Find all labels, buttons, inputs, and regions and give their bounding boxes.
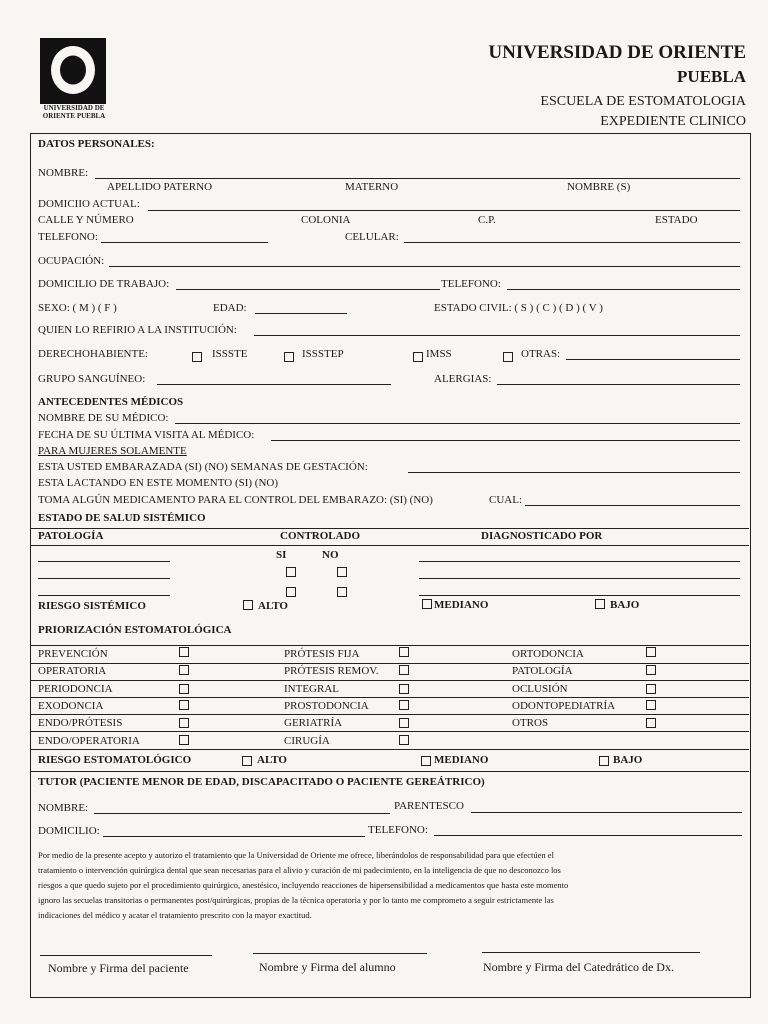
checkbox-ortodoncia[interactable] xyxy=(646,647,656,657)
prio-patologia: PATOLOGÍA xyxy=(512,665,573,677)
field-diagnosticado-3[interactable] xyxy=(419,595,740,596)
field-grupo-sanguineo[interactable] xyxy=(157,384,391,385)
row-divider xyxy=(30,697,749,698)
field-telefono[interactable] xyxy=(101,242,268,243)
divider xyxy=(30,645,749,646)
prio-oclusion: OCLUSIÓN xyxy=(512,683,568,695)
row-divider xyxy=(30,749,749,750)
label-alergias: ALERGIAS: xyxy=(434,373,492,385)
field-refirio[interactable] xyxy=(254,335,740,336)
label-grupo-sanguineo: GRUPO SANGUÍNEO: xyxy=(38,373,146,385)
checkbox-estomat-mediano[interactable] xyxy=(421,756,431,766)
prio-prostodoncia: PROSTODONCIA xyxy=(284,700,369,712)
header-diagnosticado: DIAGNOSTICADO POR xyxy=(481,530,603,542)
university-name: UNIVERSIDAD DE ORIENTE xyxy=(488,42,746,63)
signature-paciente: Nombre y Firma del paciente xyxy=(48,961,189,975)
label-imss: IMSS xyxy=(426,348,452,360)
label-estomat-bajo: BAJO xyxy=(613,754,643,766)
label-derechohabiente: DERECHOHABIENTE: xyxy=(38,348,148,360)
prio-ortodoncia: ORTODONCIA xyxy=(512,648,584,660)
prio-periodoncia: PERIODONCIA xyxy=(38,683,113,695)
label-telefono: TELEFONO: xyxy=(38,231,98,243)
field-tutor-domicilio[interactable] xyxy=(103,836,365,837)
divider xyxy=(30,528,749,529)
row-divider xyxy=(30,680,749,681)
prio-endo-protesis: ENDO/PRÓTESIS xyxy=(38,717,123,729)
checkbox-operatoria[interactable] xyxy=(179,665,189,675)
field-ocupacion[interactable] xyxy=(109,266,740,267)
checkbox-controlado-si-2[interactable] xyxy=(286,587,296,597)
label-nombre: NOMBRE: xyxy=(38,167,89,179)
label-medicamento[interactable]: TOMA ALGÚN MEDICAMENTO PARA EL CONTROL DEL EMBARAZO: (SI) (NO) xyxy=(38,494,433,506)
field-diagnosticado-1[interactable] xyxy=(419,561,740,562)
field-tutor-nombre[interactable] xyxy=(94,813,390,814)
section-tutor: TUTOR (PACIENTE MENOR DE EDAD, DISCAPACITADO O PACIENTE GEREÁTRICO) xyxy=(38,776,485,788)
checkbox-estomat-alto[interactable] xyxy=(242,756,252,766)
checkbox-controlado-no-1[interactable] xyxy=(337,567,347,577)
section-priorizacion: PRIORIZACIÓN ESTOMATOLÓGICA xyxy=(38,624,232,636)
field-otras[interactable] xyxy=(566,359,740,360)
prio-odontopediatria: ODONTOPEDIATRÍA xyxy=(512,700,616,712)
checkbox-geriatria[interactable] xyxy=(399,718,409,728)
prio-operatoria: OPERATORIA xyxy=(38,665,107,677)
label-estomat-alto: ALTO xyxy=(257,754,287,766)
label-riesgo-estomatologico: RIESGO ESTOMATOLÓGICO xyxy=(38,754,192,766)
consent-line: tratamiento o intervención quirúrgica dental que sean necesarias para el alivio y curación de mi padecimiento, en la inteligencia de que no desconozco los xyxy=(38,865,561,875)
consent-line: riesgos a que quedo sujeto por el procedimiento quirúrgico, anestésico, incluyendo reacciones de hipersensibilidad a medicamentos que hasta este momento xyxy=(38,880,569,890)
label-medico: NOMBRE DE SU MÉDICO: xyxy=(38,412,169,424)
field-parentesco[interactable] xyxy=(471,812,742,813)
field-patologia-1[interactable] xyxy=(38,561,170,562)
label-estomat-mediano: MEDIANO xyxy=(434,754,489,766)
field-alergias[interactable] xyxy=(497,384,740,385)
checkbox-integral[interactable] xyxy=(399,684,409,694)
label-embarazada[interactable]: ESTA USTED EMBARAZADA (SI) (NO) SEMANAS DE GESTACIÓN: xyxy=(38,461,368,473)
label-parentesco: PARENTESCO xyxy=(394,800,464,812)
label-tutor-nombre: NOMBRE: xyxy=(38,802,89,814)
label-calle: CALLE Y NÚMERO xyxy=(38,214,134,226)
checkbox-otras[interactable] xyxy=(503,352,513,362)
field-tutor-telefono[interactable] xyxy=(434,835,742,836)
consent-line: ignoro las secuelas transitorias o permanentes post/quirúrgicas, propias de la técnica operatoria y por lo tanto me comprometo a seguir estrictamente las xyxy=(38,895,554,905)
label-ultima-visita: FECHA DE SU ÚLTIMA VISITA AL MÉDICO: xyxy=(38,429,255,441)
checkbox-prevencion[interactable] xyxy=(179,647,189,657)
signature-alumno: Nombre y Firma del alumno xyxy=(259,960,396,974)
label-nombres: NOMBRE (S) xyxy=(567,181,631,193)
row-divider xyxy=(30,714,749,715)
prio-prevencion: PREVENCIÓN xyxy=(38,648,108,660)
prio-protesis-fija: PRÓTESIS FIJA xyxy=(284,648,360,660)
header-no: NO xyxy=(322,549,339,561)
label-tutor-telefono: TELEFONO: xyxy=(368,824,428,836)
label-domicilio-actual: DOMICIIO ACTUAL: xyxy=(38,198,140,210)
prio-endo-operatoria: ENDO/OPERATORIA xyxy=(38,735,140,747)
logo-text: UNIVERSIDAD DE ORIENTE PUEBLA xyxy=(42,104,106,120)
prio-exodoncia: EXODONCIA xyxy=(38,700,104,712)
label-riesgo-bajo: BAJO xyxy=(610,599,640,611)
field-patologia-3[interactable] xyxy=(38,595,170,596)
label-cp: C.P. xyxy=(478,214,496,226)
header-si: SI xyxy=(276,549,287,561)
checkbox-riesgo-mediano[interactable] xyxy=(422,599,432,609)
checkbox-riesgo-alto[interactable] xyxy=(243,600,253,610)
label-riesgo-alto: ALTO xyxy=(258,600,288,612)
checkbox-protesis-remov[interactable] xyxy=(399,665,409,675)
header-controlado: CONTROLADO xyxy=(280,530,361,542)
prio-geriatria: GERIATRÍA xyxy=(284,717,343,729)
checkbox-endo-protesis[interactable] xyxy=(179,718,189,728)
label-estado-salud: ESTADO DE SALUD SISTÉMICO xyxy=(38,512,206,524)
section-antecedentes: ANTECEDENTES MÉDICOS xyxy=(38,396,184,408)
signature-line-catedratico[interactable] xyxy=(482,952,700,953)
label-issstep: ISSSTEP xyxy=(302,348,344,360)
checkbox-controlado-no-2[interactable] xyxy=(337,587,347,597)
field-nombre[interactable] xyxy=(95,178,740,179)
signature-line-alumno[interactable] xyxy=(253,953,427,954)
signature-catedratico: Nombre y Firma del Catedrático de Dx. xyxy=(483,960,674,974)
label-colonia: COLONIA xyxy=(301,214,351,226)
label-riesgo-mediano: MEDIANO xyxy=(434,599,489,611)
divider xyxy=(30,545,749,546)
checkbox-periodoncia[interactable] xyxy=(179,684,189,694)
header-patologia: PATOLOGÍA xyxy=(38,530,104,542)
label-sexo[interactable]: SEXO: ( M ) ( F ) xyxy=(38,302,117,314)
label-lactando[interactable]: ESTA LACTANDO EN ESTE MOMENTO (SI) (NO) xyxy=(38,477,279,489)
field-telefono-trabajo[interactable] xyxy=(507,289,740,290)
row-divider xyxy=(30,663,749,664)
label-materno: MATERNO xyxy=(345,181,399,193)
prio-otros: OTROS xyxy=(512,717,549,729)
field-edad[interactable] xyxy=(255,313,347,314)
divider xyxy=(30,771,749,772)
school-name: ESCUELA DE ESTOMATOLOGIA xyxy=(540,94,746,109)
checkbox-riesgo-bajo[interactable] xyxy=(595,599,605,609)
consent-line: indicaciones del médico y acatar el tratamiento prescrito con la mayor exactitud. xyxy=(38,910,312,920)
checkbox-controlado-si-1[interactable] xyxy=(286,567,296,577)
field-diagnosticado-2[interactable] xyxy=(419,578,740,579)
prio-integral: INTEGRAL xyxy=(284,683,339,695)
label-tutor-domicilio: DOMICILIO: xyxy=(38,825,100,837)
row-divider xyxy=(30,731,749,732)
checkbox-endo-operatoria[interactable] xyxy=(179,735,189,745)
city-name: PUEBLA xyxy=(677,67,746,86)
label-apellido-paterno: APELLIDO PATERNO xyxy=(107,181,213,193)
label-cual: CUAL: xyxy=(489,494,522,506)
checkbox-protesis-fija[interactable] xyxy=(399,647,409,657)
prio-cirugia: CIRUGÍA xyxy=(284,735,330,747)
label-ocupacion: OCUPACIÓN: xyxy=(38,255,105,267)
label-domicilio-trabajo: DOMICILIO DE TRABAJO: xyxy=(38,278,170,290)
checkbox-oclusion[interactable] xyxy=(646,684,656,694)
checkbox-imss[interactable] xyxy=(413,352,423,362)
label-edad: EDAD: xyxy=(213,302,247,314)
field-medico[interactable] xyxy=(175,423,740,424)
checkbox-patologia[interactable] xyxy=(646,665,656,675)
checkbox-exodoncia[interactable] xyxy=(179,700,189,710)
section-personal: DATOS PERSONALES: xyxy=(38,138,155,150)
label-celular: CELULAR: xyxy=(345,231,399,243)
document-title: EXPEDIENTE CLINICO xyxy=(600,114,746,129)
label-otras: OTRAS: xyxy=(521,348,561,360)
checkbox-prostodoncia[interactable] xyxy=(399,700,409,710)
label-riesgo-sistemico: RIESGO SISTÉMICO xyxy=(38,600,146,612)
label-estado-civil[interactable]: ESTADO CIVIL: ( S ) ( C ) ( D ) ( V ) xyxy=(434,302,603,314)
label-mujeres: PARA MUJERES SOLAMENTE xyxy=(38,445,187,457)
checkbox-issstep[interactable] xyxy=(284,352,294,362)
signature-line-paciente[interactable] xyxy=(40,955,212,956)
consent-line: Por medio de la presente acepto y autorizo el tratamiento que la Universidad de Oriente me ofrece, liberándolos de responsabilidad para que efectúen el xyxy=(38,850,554,860)
label-issste: ISSSTE xyxy=(212,348,248,360)
label-estado: ESTADO xyxy=(655,214,698,226)
field-patologia-2[interactable] xyxy=(38,578,170,579)
field-ultima-visita[interactable] xyxy=(271,440,740,441)
checkbox-otros[interactable] xyxy=(646,718,656,728)
checkbox-issste[interactable] xyxy=(192,352,202,362)
field-domicilio-trabajo[interactable] xyxy=(176,289,440,290)
checkbox-odontopediatria[interactable] xyxy=(646,700,656,710)
prio-protesis-remov: PRÓTESIS REMOV. xyxy=(284,665,379,677)
field-cual[interactable] xyxy=(525,505,740,506)
label-refirio: QUIEN LO REFIRIO A LA INSTITUCIÓN: xyxy=(38,324,237,336)
university-logo xyxy=(40,38,106,104)
field-celular[interactable] xyxy=(404,242,740,243)
checkbox-estomat-bajo[interactable] xyxy=(599,756,609,766)
label-telefono-trabajo: TELEFONO: xyxy=(441,278,501,290)
field-domicilio-actual[interactable] xyxy=(148,210,740,211)
checkbox-cirugia[interactable] xyxy=(399,735,409,745)
field-semanas[interactable] xyxy=(408,472,740,473)
